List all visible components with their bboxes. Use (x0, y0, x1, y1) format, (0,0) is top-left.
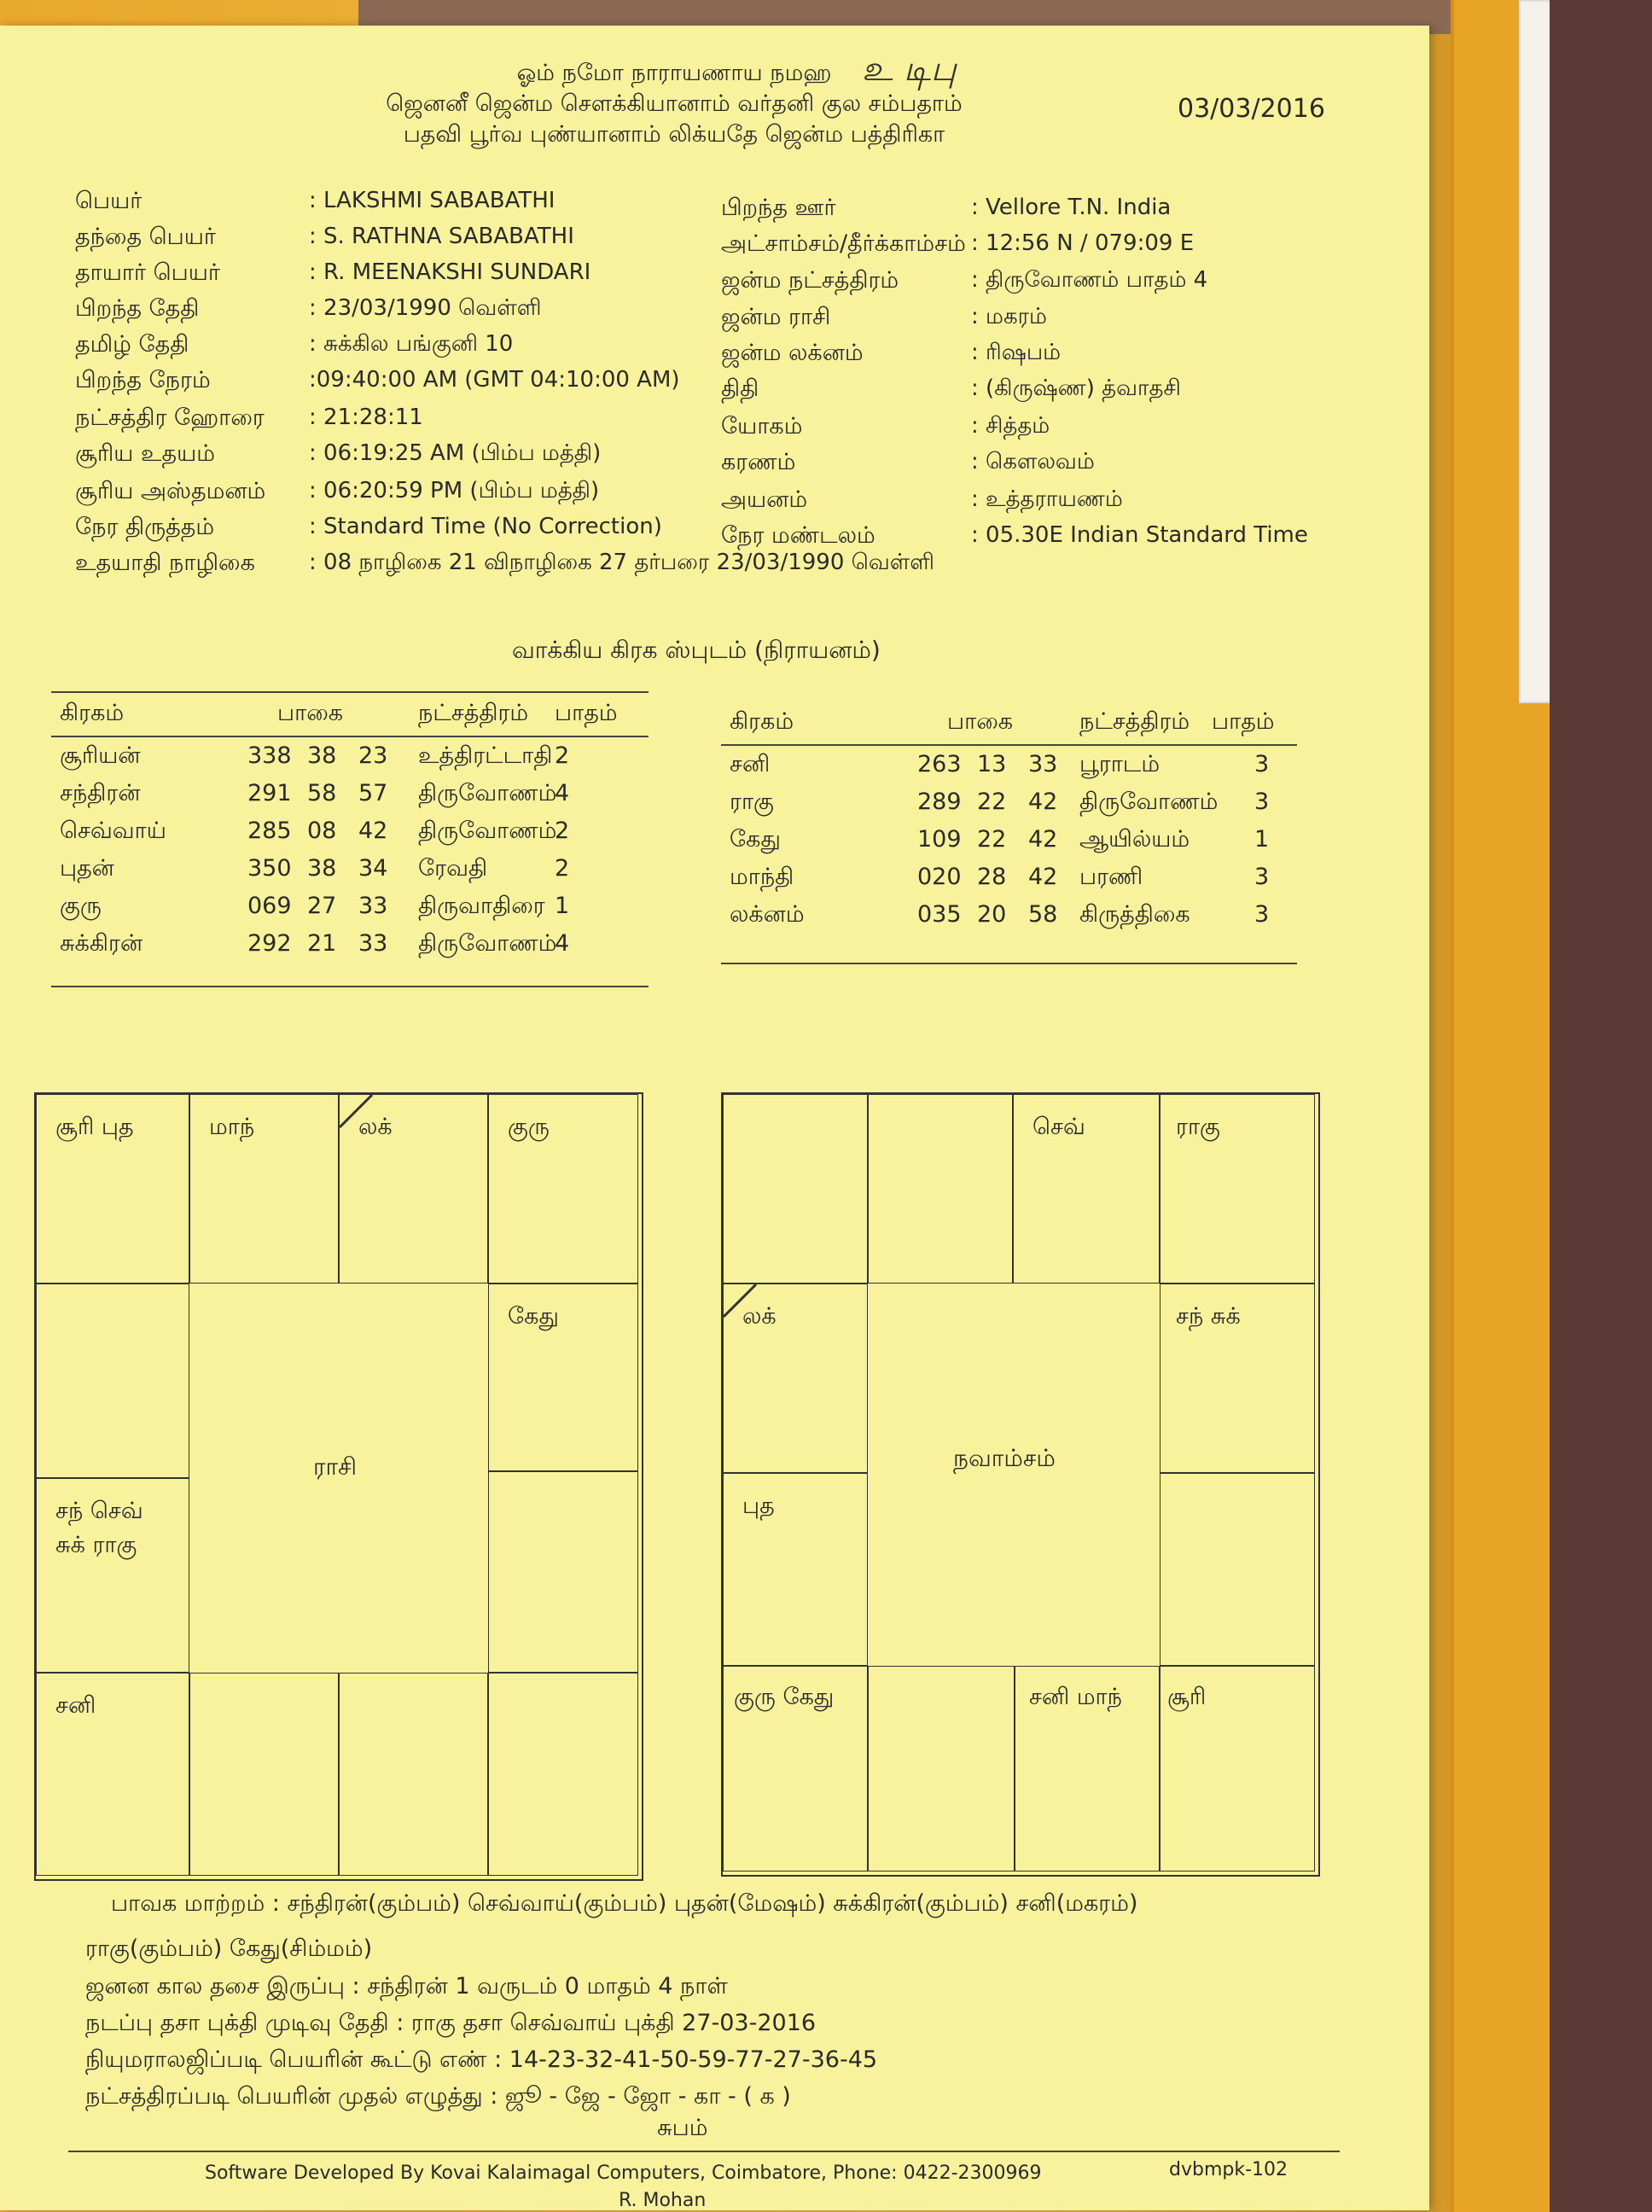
header-line-3: பதவி பூர்வ புண்யானாம் லிக்யதே ஜென்ம பத்திரிகா (403, 121, 945, 148)
planet-star: திருவோணம் (418, 930, 557, 957)
rasi-cell-meenam: சூரி புத (36, 1094, 189, 1284)
planet-name: புதன் (60, 855, 114, 882)
header-nakshatra: நட்சத்திரம் (1079, 708, 1190, 735)
planet-star: உத்திரட்டாதி (418, 742, 553, 769)
rasi-cell-thulam (339, 1673, 488, 1876)
dasa-balance: ஜனன கால தசை இருப்பு : சந்திரன் 1 வருடம் 0 மாதம் 4 நாள் (85, 1973, 728, 2000)
planet-min: 22 (977, 826, 1007, 853)
software-code: dvbmpk-102 (1169, 2159, 1288, 2180)
planet-pada: 1 (555, 893, 570, 919)
table-rule (51, 986, 649, 987)
rasi-chart (34, 1092, 643, 1881)
detail-label: பெயர் (75, 188, 143, 214)
rasi-cell-mithunam: குரு (488, 1094, 638, 1284)
header-graham: கிரகம் (60, 700, 125, 726)
planet-row (721, 864, 1297, 901)
detail-value: : ரிஷபம் (971, 340, 1062, 365)
detail-value: :09:40:00 AM (GMT 04:10:00 AM) (309, 367, 680, 393)
planet-name: குரு (60, 893, 102, 919)
planet-deg: 292 (247, 930, 292, 957)
planet-table-left (51, 691, 649, 1016)
planet-row (721, 789, 1297, 826)
numerology-number: நியுமராலஜிப்படி பெயரின் கூட்டு எண் : 14-23-32-41-50-59-77-27-36-45 (85, 2046, 878, 2073)
detail-value: : 05.30E Indian Standard Time (971, 522, 1308, 548)
header-padam: பாதம் (1212, 708, 1275, 735)
planet-deg: 035 (917, 901, 962, 928)
background-right (1550, 0, 1652, 2212)
detail-label: தந்தை பெயர் (75, 224, 216, 250)
navamsa-cell-kanni: சூரி (1160, 1666, 1315, 1871)
planet-star: திருவோணம் (1079, 789, 1219, 815)
detail-value: : சுக்கில பங்குனி 10 (309, 331, 514, 357)
navamsa-center-label: நவாம்சம் (953, 1444, 1056, 1472)
handwritten-note: உ டிபு (862, 49, 957, 89)
table-rule (51, 691, 649, 693)
header-bhagai: பாகை (947, 708, 1014, 735)
planet-name: சூரியன் (60, 742, 141, 769)
software-author: R. Mohan (619, 2190, 707, 2211)
detail-label: நேர திருத்தம் (75, 514, 215, 540)
rasi-cell-magaram: சந் செவ் சுக் ராகு (36, 1478, 189, 1673)
detail-value: : R. MEENAKSHI SUNDARI (309, 259, 591, 285)
planet-name: மாந்தி (730, 864, 794, 890)
planet-row (51, 780, 649, 818)
current-dasa: நடப்பு தசா புக்தி முடிவு தேதி : ராகு தசா செவ்வாய் புக்தி 27-03-2016 (85, 2010, 817, 2036)
planet-pada: 3 (1254, 751, 1270, 777)
planet-pada: 2 (555, 855, 570, 882)
rasi-cell-rishabam: லக் (339, 1094, 488, 1284)
detail-value: : மகரம் (971, 304, 1047, 329)
detail-value: : 06:20:59 PM (பிம்ப மத்தி) (309, 478, 600, 504)
planet-deg: 291 (247, 780, 292, 806)
planet-name: கேது (730, 826, 781, 853)
navamsa-cell-simmam (1160, 1473, 1315, 1666)
navamsa-cell-mesham (868, 1094, 1013, 1284)
detail-value: : 08 நாழிகை 21 விநாழிகை 27 தர்பரை 23/03/1990 வெள்ளி (309, 550, 934, 575)
rasi-cell-kumbam (36, 1284, 189, 1478)
planet-sec: 33 (1028, 751, 1058, 777)
planet-row (51, 855, 649, 893)
navamsa-cell-magaram: புத (723, 1473, 868, 1666)
detail-value: : 06:19:25 AM (பிம்ப மத்தி) (309, 440, 602, 466)
table-rule (51, 736, 649, 737)
planet-row (721, 901, 1297, 939)
detail-label: சூரிய அஸ்தமனம் (75, 478, 266, 504)
table-rule (721, 963, 1297, 964)
rasi-center-label: ராசி (313, 1452, 358, 1481)
planet-deg: 338 (247, 742, 292, 769)
planet-star: ரேவதி (418, 855, 488, 882)
subham: சுபம் (657, 2115, 708, 2141)
planet-deg: 285 (247, 818, 292, 844)
detail-value: : Vellore T.N. India (971, 195, 1172, 220)
planet-row (51, 818, 649, 855)
name-first-letters: நட்சத்திரப்படி பெயரின் முதல் எழுத்து : ஜூ - ஜே - ஜோ - கா - ( க ) (85, 2083, 791, 2110)
planet-pada: 4 (555, 780, 570, 806)
table-rule (721, 744, 1297, 746)
detail-label: யோகம் (721, 413, 803, 439)
planet-name: ராகு (730, 789, 774, 815)
rasi-cell-dhanusu: சனி (36, 1673, 189, 1876)
planet-sec: 42 (1028, 789, 1058, 815)
planet-pada: 3 (1254, 789, 1270, 815)
planet-name: சனி (730, 751, 771, 777)
detail-label: பிறந்த தேதி (75, 295, 200, 322)
detail-value: : உத்தராயணம் (971, 486, 1123, 512)
print-date: 03/03/2016 (1178, 94, 1325, 124)
planet-name: சுக்கிரன் (60, 930, 143, 957)
planet-deg: 289 (917, 789, 962, 815)
detail-value: : Standard Time (No Correction) (309, 514, 662, 539)
header-nakshatra: நட்சத்திரம் (418, 700, 529, 726)
rasi-cell-simmam (488, 1471, 638, 1673)
rasi-cell-mesham: மாந் (189, 1094, 339, 1284)
planet-row (51, 742, 649, 780)
detail-label: தாயார் பெயர் (75, 259, 221, 286)
planet-sec: 58 (1028, 901, 1058, 928)
header-graham: கிரகம் (730, 708, 794, 735)
planet-deg: 109 (917, 826, 962, 853)
planet-deg: 350 (247, 855, 292, 882)
navamsa-chart (721, 1092, 1320, 1877)
detail-label: பிறந்த நேரம் (75, 367, 211, 393)
planet-row (721, 826, 1297, 864)
planet-star: திருவோணம் (418, 818, 557, 844)
planet-deg: 069 (247, 893, 292, 919)
planet-min: 27 (307, 893, 337, 919)
planet-min: 20 (977, 901, 1007, 928)
lagna-marker-icon (340, 1095, 374, 1129)
planet-min: 22 (977, 789, 1007, 815)
planet-pada: 3 (1254, 864, 1270, 890)
planet-sec: 23 (358, 742, 388, 769)
planet-pada: 2 (555, 818, 570, 844)
planet-sec: 33 (358, 930, 388, 957)
planet-name: செவ்வாய் (60, 818, 166, 844)
rasi-cell-viruchigam (189, 1673, 339, 1876)
detail-label: நட்சத்திர ஹோரை (75, 405, 265, 431)
detail-value: : 12:56 N / 079:09 E (971, 230, 1195, 256)
planet-sec: 42 (1028, 826, 1058, 853)
lagna-marker-icon (724, 1284, 758, 1318)
navamsa-cell-thulam: சனி மாந் (1015, 1666, 1160, 1871)
detail-label: உதயாதி நாழிகை (75, 550, 255, 576)
detail-label: ஜன்ம ராசி (721, 304, 831, 330)
planet-pada: 4 (555, 930, 570, 957)
detail-value: : 23/03/1990 வெள்ளி (309, 295, 542, 321)
planet-row (51, 893, 649, 930)
detail-label: சூரிய உதயம் (75, 440, 215, 467)
detail-label: கரணம் (721, 449, 796, 475)
planet-sec: 57 (358, 780, 388, 806)
planet-row (51, 930, 649, 968)
planet-star: பரணி (1079, 864, 1143, 890)
planet-deg: 020 (917, 864, 962, 890)
planet-min: 08 (307, 818, 337, 844)
planet-sec: 33 (358, 893, 388, 919)
detail-value: : (கிருஷ்ண) த்வாதசி (971, 375, 1181, 401)
planet-min: 38 (307, 855, 337, 882)
detail-value: : LAKSHMI SABABATHI (309, 188, 556, 213)
detail-label: ஜன்ம நட்சத்திரம் (721, 267, 899, 294)
planet-pada: 1 (1254, 826, 1270, 853)
bhava-change-cont: ராகு(கும்பம்) கேது(சிம்மம்) (85, 1936, 373, 1962)
detail-value: : சித்தம் (971, 413, 1050, 439)
detail-value: : 21:28:11 (309, 405, 423, 430)
planet-min: 21 (307, 930, 337, 957)
planet-name: லக்னம் (730, 901, 805, 928)
planet-pada: 2 (555, 742, 570, 769)
detail-label: தமிழ் தேதி (75, 331, 189, 358)
planet-min: 58 (307, 780, 337, 806)
planet-sec: 42 (358, 818, 388, 844)
planet-deg: 263 (917, 751, 962, 777)
planet-table-right (721, 700, 1297, 1007)
rasi-cell-kadagam: கேது (488, 1284, 638, 1471)
detail-label: நேர மண்டலம் (721, 522, 875, 549)
software-credit: Software Developed By Kovai Kalaimagal Computers, Coimbatore, Phone: 0422-2300969 (205, 2163, 1042, 2184)
navamsa-cell-viruchigam (868, 1666, 1015, 1871)
navamsa-cell-kumbam: லக் (723, 1284, 868, 1473)
navamsa-cell-rishabam: செவ் (1013, 1094, 1160, 1284)
detail-value: : கௌலவம் (971, 449, 1095, 474)
detail-label: பிறந்த ஊர் (721, 195, 836, 221)
horoscope-sheet (0, 26, 1429, 2210)
detail-value: : S. RATHNA SABABATHI (309, 224, 574, 249)
rasi-cell-kanni (488, 1673, 638, 1876)
planet-sec: 34 (358, 855, 388, 882)
planet-star: ஆயில்யம் (1079, 826, 1190, 853)
planet-sec: 42 (1028, 864, 1058, 890)
planet-name: சந்திரன் (60, 780, 141, 806)
footer-rule (68, 2151, 1340, 2152)
planet-section-title: வாக்கிய கிரக ஸ்புடம் (நிராயனம்) (512, 636, 881, 664)
planet-pada: 3 (1254, 901, 1270, 928)
navamsa-cell-kadagam: சந் சுக் (1160, 1284, 1315, 1473)
planet-min: 38 (307, 742, 337, 769)
planet-star: பூராடம் (1079, 751, 1160, 777)
navamsa-cell-meenam (723, 1094, 868, 1284)
bhava-change: பாவக மாற்றம் : சந்திரன்(கும்பம்) செவ்வாய்(கும்பம்) புதன்(மேஷம்) சுக்கிரன்(கும்பம்) சனி(மகரம்) (111, 1890, 1138, 1917)
navamsa-cell-mithunam: ராகு (1160, 1094, 1315, 1284)
detail-value: : திருவோணம் பாதம் 4 (971, 267, 1208, 293)
planet-star: கிருத்திகை (1079, 901, 1190, 928)
planet-star: திருவாதிரை (418, 893, 545, 919)
planet-row (721, 751, 1297, 789)
detail-label: ஜன்ம லக்னம் (721, 340, 864, 366)
planet-star: திருவோணம் (418, 780, 557, 806)
navamsa-cell-dhanusu: குரு கேது (723, 1666, 868, 1871)
header-bhagai: பாகை (277, 700, 344, 726)
planet-min: 13 (977, 751, 1007, 777)
header-line-2: ஜெனனீ ஜென்ம சௌக்கியானாம் வர்தனி குல சம்பதாம் (386, 90, 963, 117)
detail-label: திதி (721, 375, 759, 402)
detail-label: அட்சாம்சம்/தீர்க்காம்சம் (721, 230, 966, 257)
header-padam: பாதம் (555, 700, 618, 726)
detail-label: அயனம் (721, 486, 808, 513)
planet-min: 28 (977, 864, 1007, 890)
header-line-1: ஓம் நமோ நாராயணாய நமஹ (516, 60, 832, 86)
